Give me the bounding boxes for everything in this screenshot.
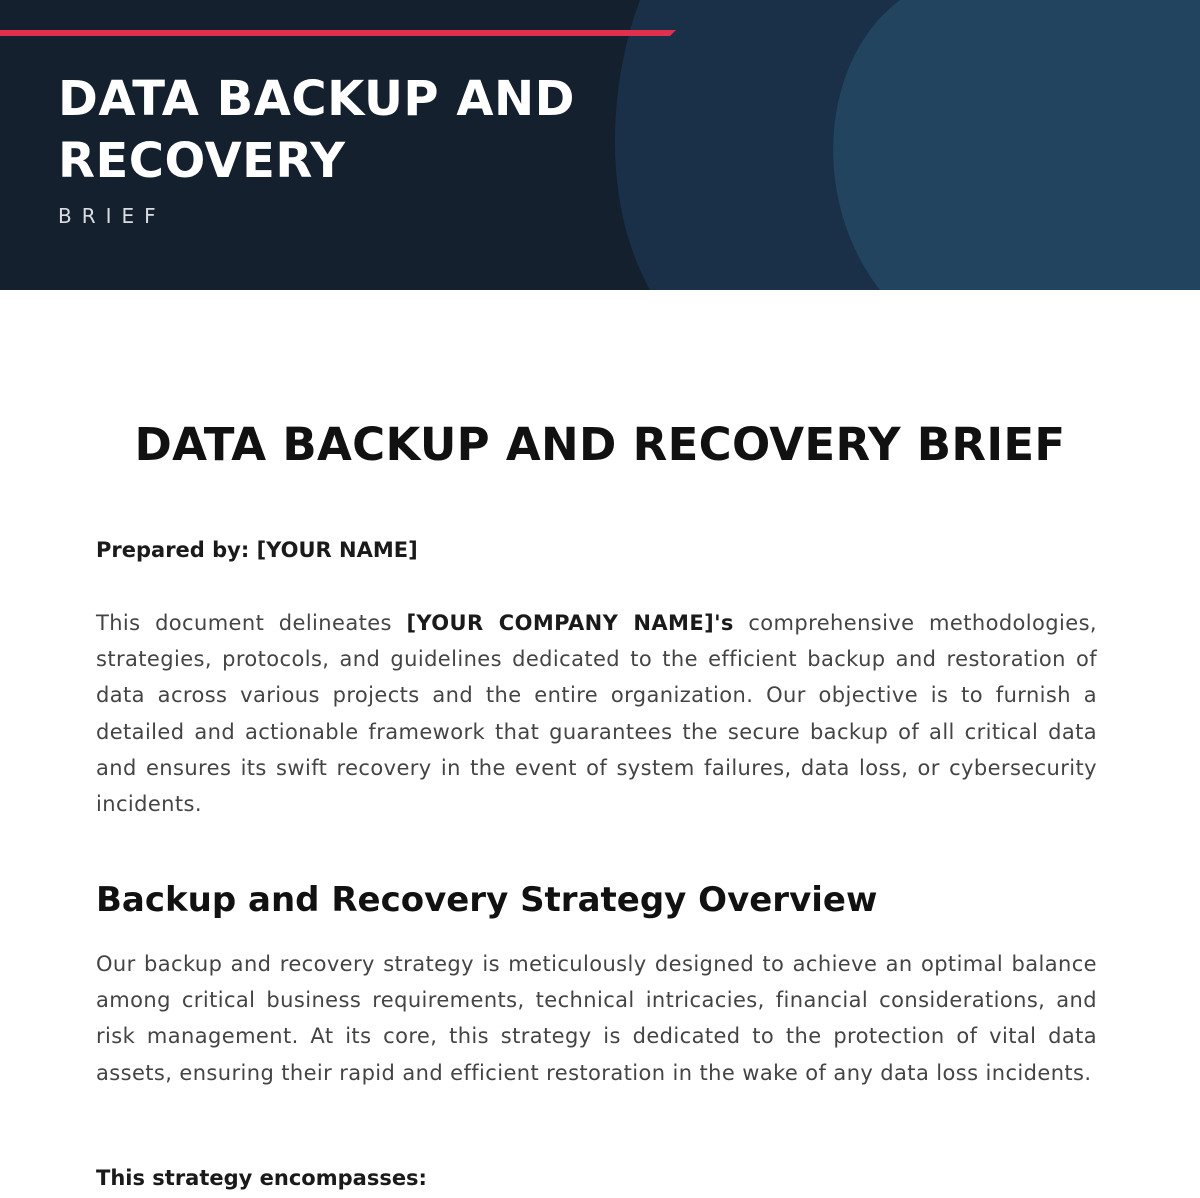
accent-stripe — [0, 30, 676, 36]
company-name-placeholder: [YOUR COMPANY NAME]'s — [406, 611, 734, 635]
encompasses-label: This strategy encompasses: — [96, 1166, 427, 1190]
section-heading: Backup and Recovery Strategy Overview — [96, 880, 878, 920]
intro-text-before: This document delineates — [96, 611, 407, 635]
header-title — [58, 68, 575, 192]
document-title: DATA BACKUP AND RECOVERY BRIEF — [134, 418, 1066, 471]
prepared-by: Prepared by: [YOUR NAME] — [96, 538, 418, 562]
header-subtitle: BRIEF — [58, 204, 166, 228]
intro-paragraph — [96, 605, 1097, 822]
intro-text-after: comprehensive methodologies, strategies, protocols, and guidelines dedicated to the efficient backup and restoration of data across various projects and the entire organization. Our objective is to furnish a detailed and actionable framework that guarantees the secure backup of all critical data and ensures its swift recovery in the event of system failures, data loss, or cybersecurity incidents. — [96, 611, 1097, 817]
overview-paragraph: Our backup and recovery strategy is meticulously designed to achieve an optimal balance among critical business requirements, technical intricacies, financial considerations, and risk management. At its core, this strategy is dedicated to the protection of vital data assets, ensuring their rapid and efficient restoration in the wake of any data loss incidents. — [96, 952, 1097, 1085]
header-title-line2: RECOVERY — [58, 133, 346, 189]
header-banner — [0, 0, 1200, 290]
header-title-line1: DATA BACKUP AND — [58, 71, 575, 127]
